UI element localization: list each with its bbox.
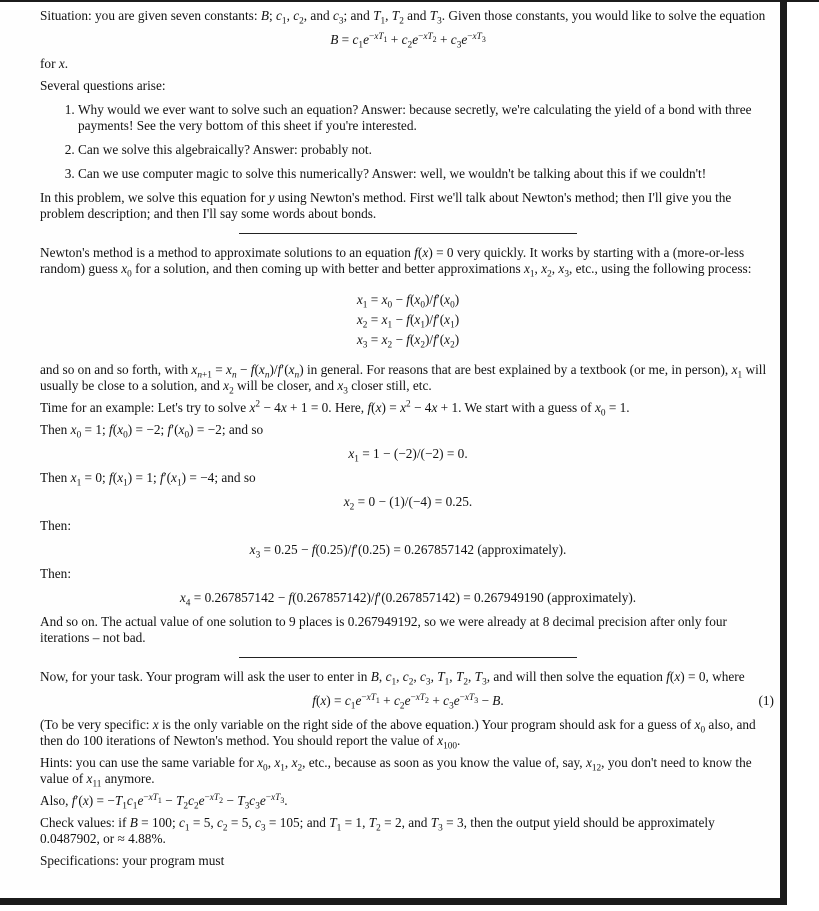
paragraph-newton-intro: Newton's method is a method to approximate solutions to an equation f(x) = 0 very quickly. It works by starting with a (more-or-less random) guess $x_0$ for a solution, and then coming up with better and better approximations $x_1$, $x_2$, $x_3$, etc., using the following process: xyxy=(40,245,752,280)
list-item: 3. Can we use computer magic to solve this numerically? Answer: well, we wouldn't be talking about this if we couldn't! xyxy=(78,166,776,182)
equation-x3: $x_3 = 0.25 - f(0.25)/f'(0.25) = 0.267857142$ (approximately). xyxy=(249,542,567,561)
paragraph-example: Time for an example: Let's try to solve $x^2 - 4x + 1 = 0$. Here, $f(x) = x^2 - 4x + 1$. We start with a guess of $x_0 = 1$. xyxy=(40,399,630,419)
paragraph-general-formula: and so on and so forth, with $x_{n+1} = x_n - f(x_n)/f'(x_n)$ in general. For reasons that are best explained by a textbook (or me, in person), $x_1$ will usually be close to a solution, and $x_2$ will be closer, and $x_3$ closer still, etc. xyxy=(40,362,767,397)
divider-line xyxy=(239,233,577,234)
paragraph-specific: (To be very specific: x is the only variable on the right side of the above equation.) Your program should ask for a guess of $x_0$ also, and then do 100 iterations of Newton's method. You should report the value of $x_{100}$. xyxy=(40,717,756,752)
paragraph-then-a: Then: xyxy=(40,518,72,533)
paragraph-step0: Then $x_0 = 1$; $f(x_0) = -2$; $f'(x_0) = -2$; and so xyxy=(40,422,264,441)
section-divider xyxy=(40,233,776,234)
divider-line xyxy=(239,657,577,658)
paragraph-for-x: for x. xyxy=(40,56,69,71)
list-item: 1. Why would we ever want to solve such an equation? Answer: because secretly, we're calculating the yield of a bond with three payments! See the very bottom of this sheet if you're interested. xyxy=(78,102,776,134)
paragraph-situation: Situation: you are given seven constants: B; $c_1$, $c_2$, and $c_3$; and $T_1$, $T_2$ and $T_3$. Given those constants, you would like to solve the equation xyxy=(40,8,766,27)
equation-bond-price: $B = c_1e^{-xT_1} + c_2e^{-xT_2} + c_3e^{-xT_3}$ xyxy=(330,31,486,51)
paragraph-then-b: Then: xyxy=(40,566,72,581)
paragraph-derivative: Also, $f'(x) = -T_1c_1e^{-xT_1} - T_2c_2e^{-xT_2} - T_3c_3e^{-xT_3}$. xyxy=(40,792,288,812)
questions-list xyxy=(40,102,776,182)
paragraph-specifications: Specifications: your program must xyxy=(40,853,225,868)
paragraph-overview: In this problem, we solve this equation for y using Newton's method. First we'll talk about Newton's method; then I'll give you the problem description; and then I'll say some words about bonds. xyxy=(40,190,732,221)
section-divider xyxy=(40,657,776,658)
equation-number: (1) xyxy=(758,693,774,708)
equation-body: $f(x) = c_1e^{-xT_1} + c_2e^{-xT_2} + c_3e^{-xT_3} - B$. xyxy=(312,692,504,712)
equation-line: $x_1 = x_0 - f(x_0)/f'(x_0)$ xyxy=(356,292,460,311)
paragraph-hints: Hints: you can use the same variable for $x_0$, $x_1$, $x_2$, etc., because as soon as you know the value of, say, $x_{12}$, you don't need to know the value of $x_{11}$ anymore. xyxy=(40,755,752,790)
equation-line: $x_3 = x_2 - f(x_2)/f'(x_2)$ xyxy=(356,332,460,351)
list-item: 2. Can we solve this algebraically? Answer: probably not. xyxy=(78,142,776,158)
paragraph-step1: Then $x_1 = 0$; $f(x_1) = 1$; $f'(x_1) = -4$; and so xyxy=(40,470,256,489)
paragraph-task: Now, for your task. Your program will ask the user to enter in B, $c_1$, $c_2$, $c_3$, $T_1$, $T_2$, $T_3$, and will then solve the equation f(x) = 0, where xyxy=(40,669,745,688)
paragraph-conclusion: And so on. The actual value of one solution to 9 places is 0.267949192, so we were already at 8 decimal precision after only four iterations – not bad. xyxy=(40,614,727,645)
equation-line: $x_2 = x_1 - f(x_1)/f'(x_1)$ xyxy=(356,312,460,331)
equation-x4: $x_4 = 0.267857142 - f(0.267857142)/f'(0.267857142) = 0.267949190$ (approximately). xyxy=(179,590,637,609)
paragraph-questions-intro: Several questions arise: xyxy=(40,78,166,93)
equation-newton-iterations xyxy=(40,292,776,351)
equation-x1: $x_1 = 1 - (-2)/(-2) = 0$. xyxy=(348,446,468,465)
equation-f-definition xyxy=(40,692,776,712)
equation-x2: $x_2 = 0 - (1)/(-4) = 0.25$. xyxy=(343,494,473,513)
document-page xyxy=(0,2,787,905)
paragraph-check-values: Check values: if B = 100; $c_1 = 5$, $c_2 = 5$, $c_3 = 105$; and $T_1 = 1$, $T_2 = 2$, and $T_3 = 3$, then the output yield should be approximately 0.0487902, or ≈ 4.88%. xyxy=(40,815,715,846)
